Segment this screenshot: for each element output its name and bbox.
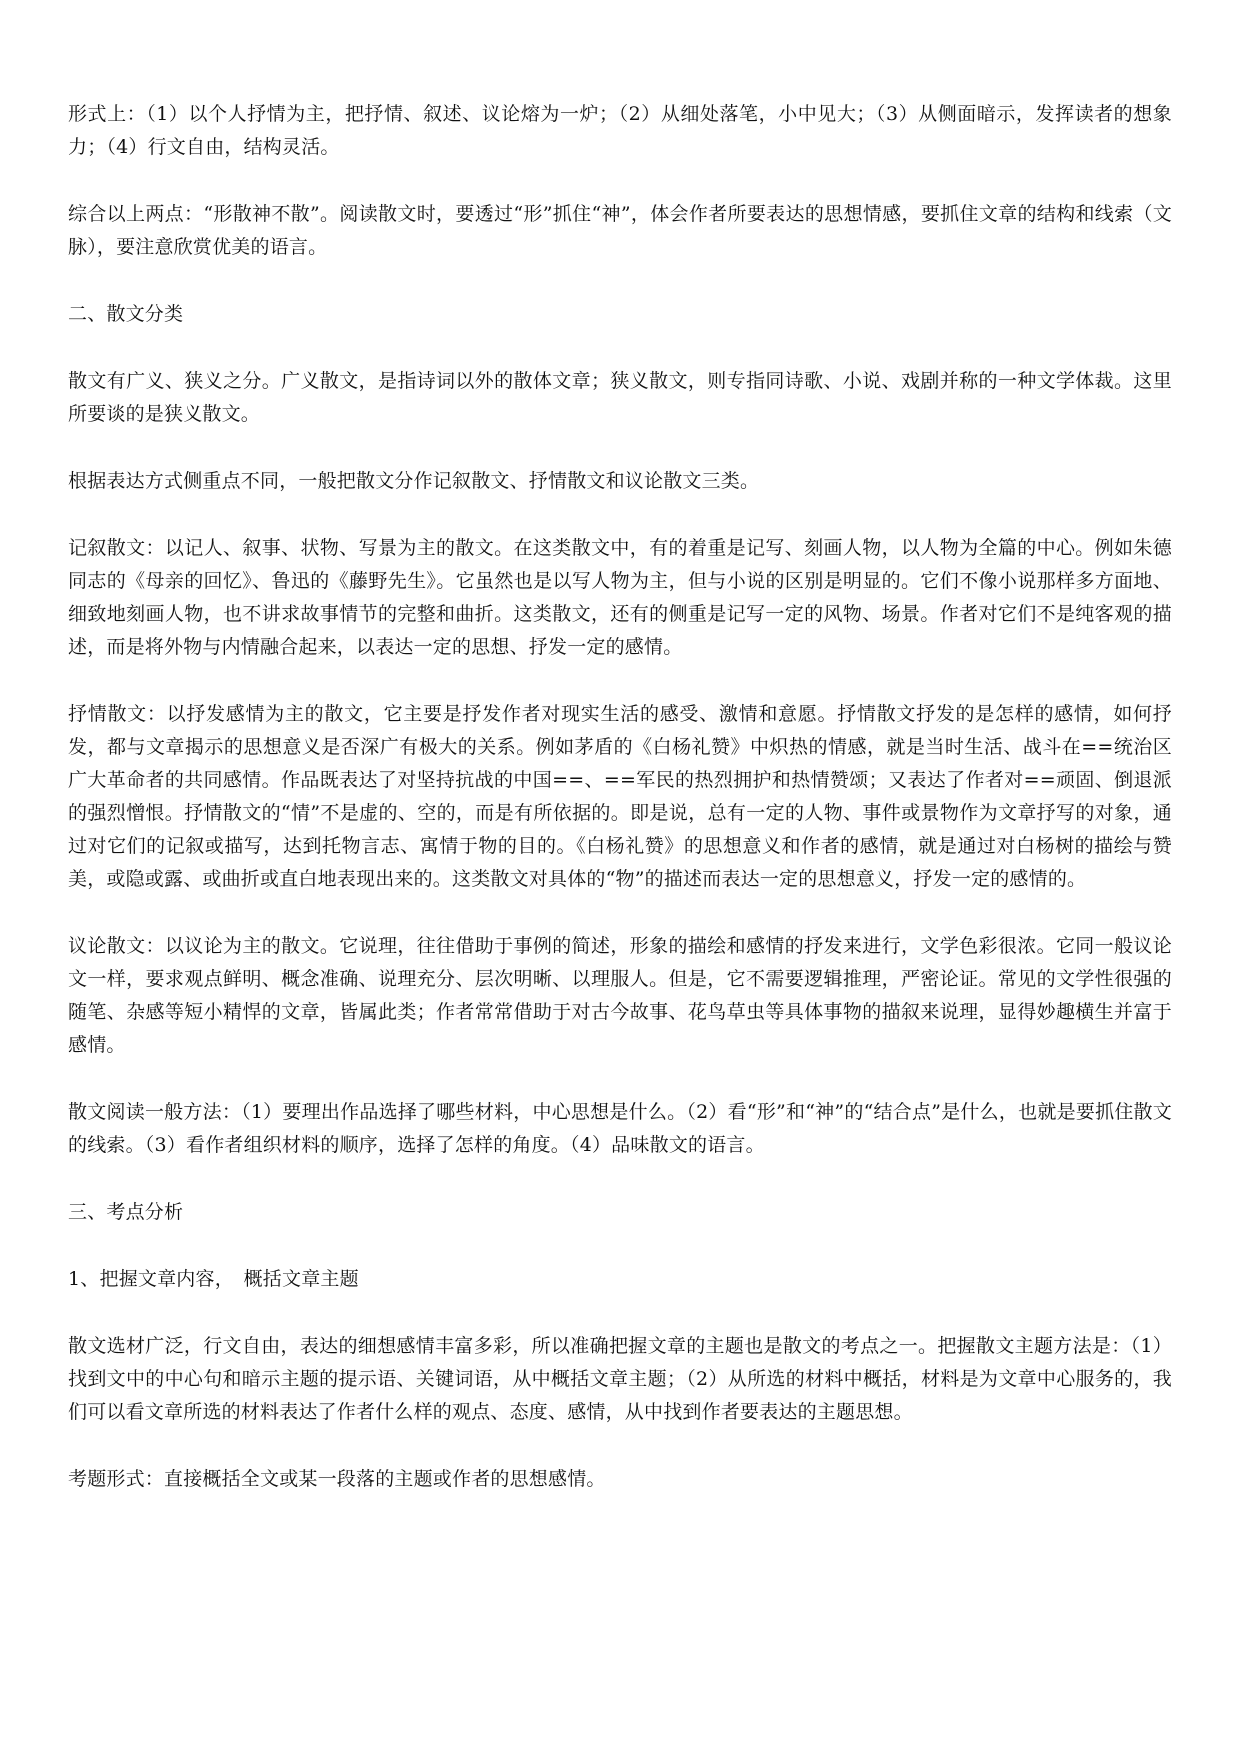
paragraph-theme-method: 散文选材广泛，行文自由，表达的细想感情丰富多彩，所以准确把握文章的主题也是散文的考点之一。把握散文主题方法是：（1）找到文中的中心句和暗示主题的提示语、关键词语，从中概括文章主题；（2）从所选的材料中概括，材料是为文章中心服务的，我们可以看文章所选的材料表达了作者什么样的观点、态度、感情，从中找到作者要表达的主题思想。 (68, 1335, 1172, 1423)
paragraph-broad-narrow: 散文有广义、狭义之分。广义散文，是指诗词以外的散体文章；狭义散文，则专指同诗歌、小说、戏剧并称的一种文学体裁。这里所要谈的是狭义散文。 (68, 370, 1172, 425)
paragraph-lyric-prose: 抒情散文：以抒发感情为主的散文，它主要是抒发作者对现实生活的感受、激情和意愿。抒情散文抒发的是怎样的感情，如何抒发，都与文章揭示的思想意义是否深广有极大的关系。例如茅盾的《白杨礼赞》中炽热的情感，就是当时生活、战斗在==统治区广大革命者的共同感情。作品既表达了对坚持抗战的中国==、==军民的热烈拥护和热情赞颂；又表达了作者对==顽固、倒退派的强烈憎恨。抒情散文的“情”不是虚的、空的，而是有所依据的。即是说，总有一定的人物、事件或景物作为文章抒写的对象，通过对它们的记叙或描写，达到托物言志、寓情于物的目的。《白杨礼赞》的思想意义和作者的感情，就是通过对白杨树的描绘与赞美，或隐或露、或曲折或直白地表现出来的。这类散文对具体的“物”的描述而表达一定的思想意义，抒发一定的感情的。 (68, 703, 1172, 890)
section-heading-classification: 二、散文分类 (68, 303, 184, 325)
document-page (68, 98, 1172, 1530)
section-heading-analysis: 三、考点分析 (68, 1201, 184, 1223)
paragraph-summary: 综合以上两点：“形散神不散”。阅读散文时，要透过“形”抓住“神”，体会作者所要表达的思想情感，要抓住文章的结构和线索（文脉），要注意欣赏优美的语言。 (68, 203, 1172, 258)
subsection-heading-theme: 1、把握文章内容， 概括文章主题 (68, 1268, 359, 1290)
paragraph-form: 形式上：（1）以个人抒情为主，把抒情、叙述、议论熔为一炉；（2）从细处落笔，小中见大；（3）从侧面暗示，发挥读者的想象力；（4）行文自由，结构灵活。 (68, 103, 1172, 158)
paragraph-argumentative-prose: 议论散文：以议论为主的散文。它说理，往往借助于事例的简述，形象的描绘和感情的抒发来进行，文学色彩很浓。它同一般议论文一样，要求观点鲜明、概念准确、说理充分、层次明晰、以理服人。但是，它不需要逻辑推理，严密论证。常见的文学性很强的随笔、杂感等短小精悍的文章，皆属此类；作者常常借助于对古今故事、花鸟草虫等具体事物的描叙来说理，显得妙趣横生并富于感情。 (68, 935, 1172, 1056)
paragraph-narrative-prose: 记叙散文：以记人、叙事、状物、写景为主的散文。在这类散文中，有的着重是记写、刻画人物，以人物为全篇的中心。例如朱德同志的《母亲的回忆》、鲁迅的《藤野先生》。它虽然也是以写人物为主，但与小说的区别是明显的。它们不像小说那样多方面地、细致地刻画人物，也不讲求故事情节的完整和曲折。这类散文，还有的侧重是记写一定的风物、场景。作者对它们不是纯客观的描述，而是将外物与内情融合起来，以表达一定的思想、抒发一定的感情。 (68, 537, 1172, 658)
paragraph-question-form: 考题形式：直接概括全文或某一段落的主题或作者的思想感情。 (68, 1468, 606, 1490)
paragraph-reading-method: 散文阅读一般方法：（1）要理出作品选择了哪些材料，中心思想是什么。（2）看“形”和“神”的“结合点”是什么，也就是要抓住散文的线索。（3）看作者组织材料的顺序，选择了怎样的角度。（4）品味散文的语言。 (68, 1101, 1172, 1156)
paragraph-three-types: 根据表达方式侧重点不同，一般把散文分作记叙散文、抒情散文和议论散文三类。 (68, 470, 760, 492)
